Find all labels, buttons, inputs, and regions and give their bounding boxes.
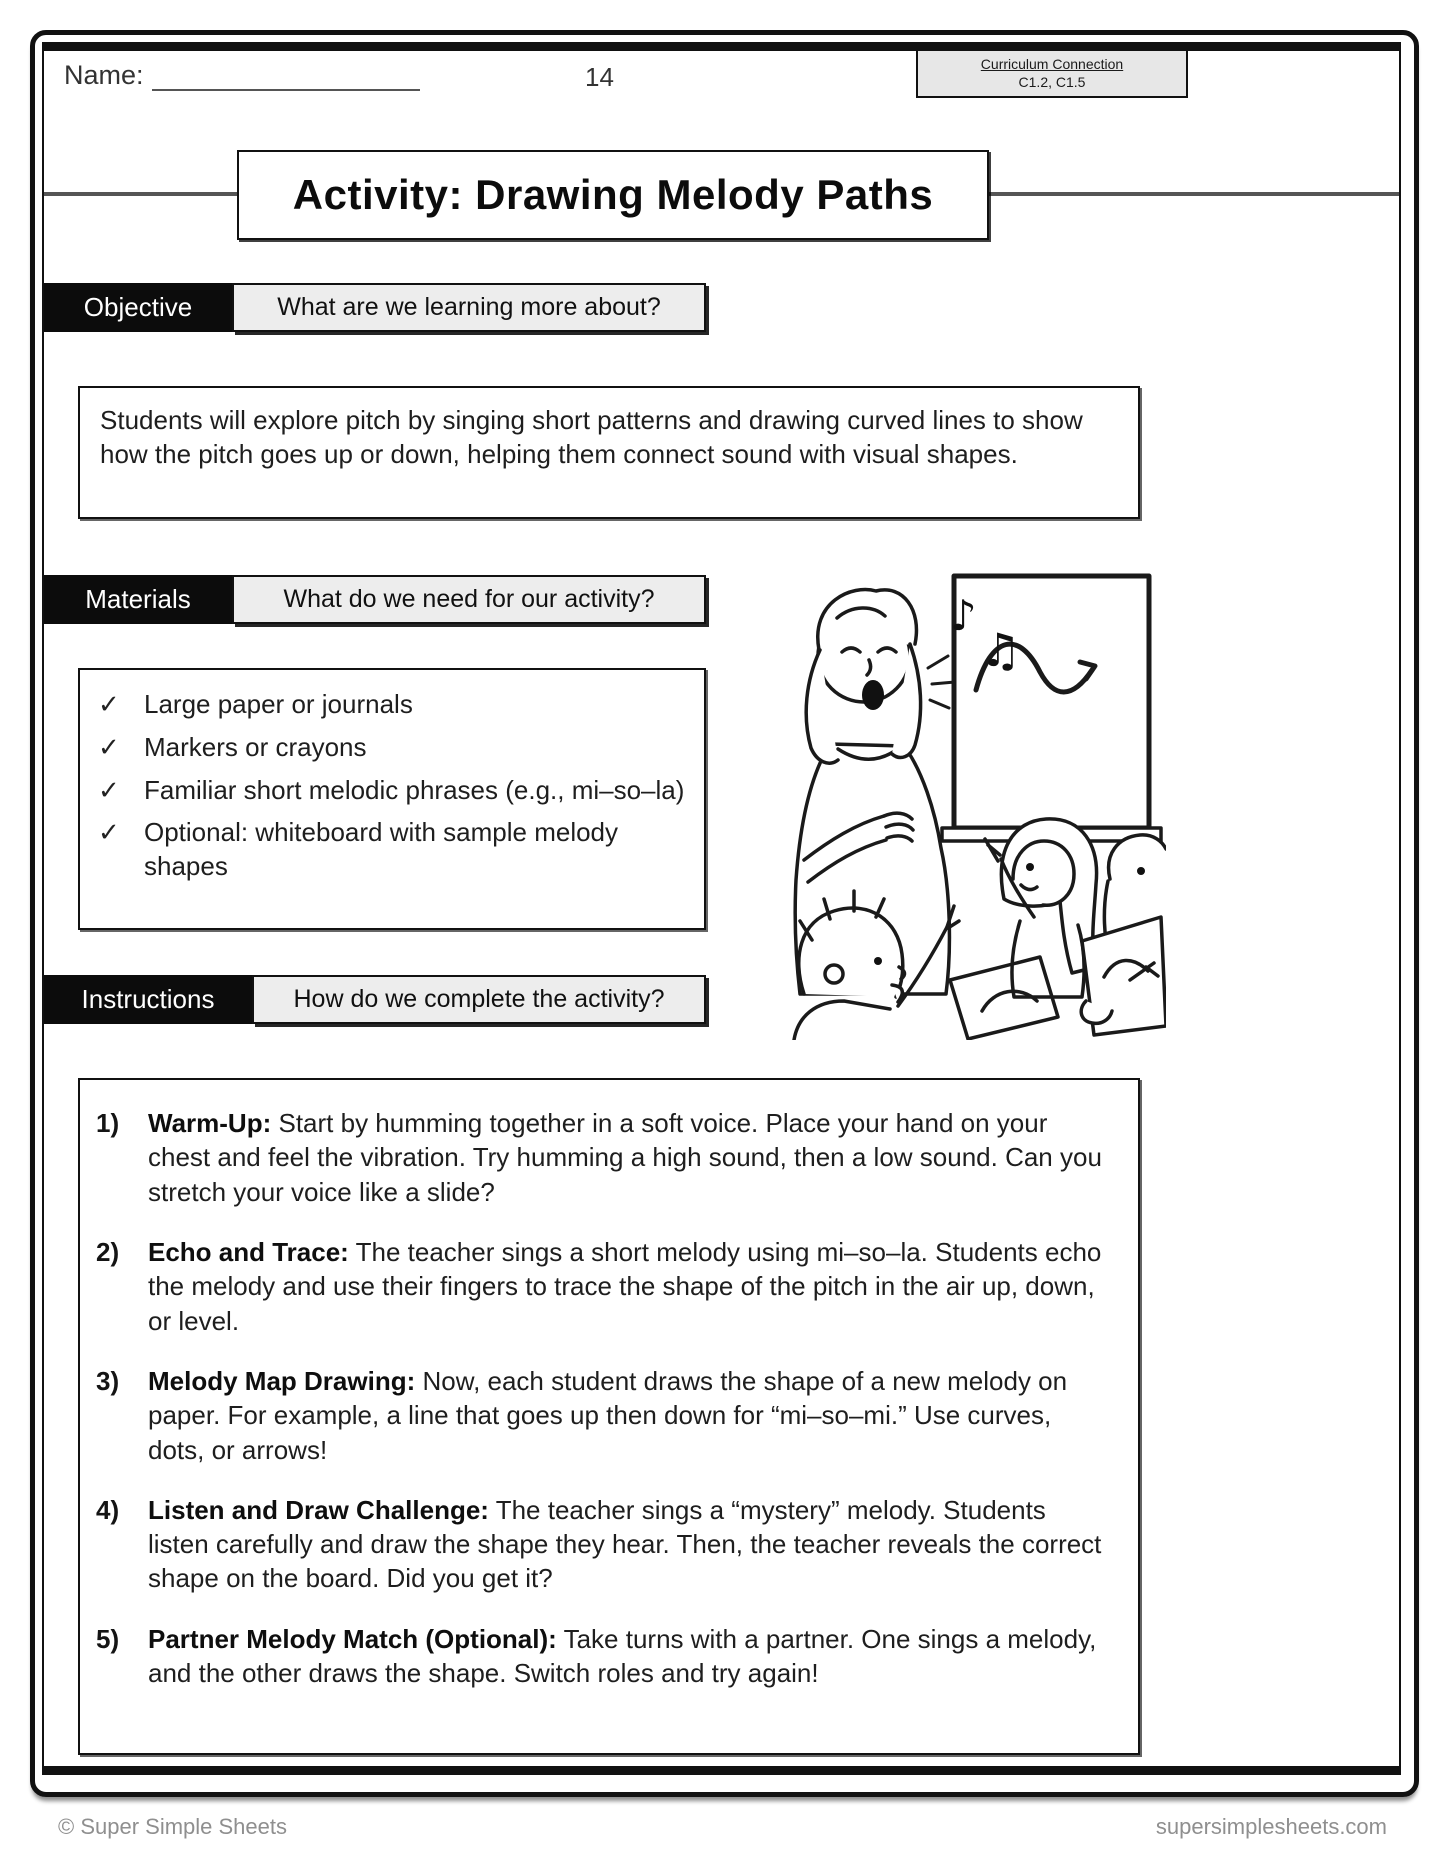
instructions-list-box [78, 1078, 1140, 1755]
materials-list-box [78, 668, 706, 930]
step-number: 4) [96, 1494, 120, 1525]
objective-section-label: Objective [44, 283, 232, 332]
material-item [98, 816, 686, 884]
instruction-step [96, 1235, 1112, 1338]
step-text: Warm-Up: Start by humming together in a soft voice. Place your hand on your chest and feel the vibration. Try humming a high sound, then a low sound. Can you stretch your voice like a slide? [148, 1108, 1102, 1207]
svg-text:♪: ♪ [950, 591, 977, 640]
objective-text-box [78, 386, 1140, 519]
instruction-step [96, 1622, 1112, 1691]
step-title: Warm-Up: [148, 1108, 272, 1138]
name-field-line[interactable] [152, 63, 420, 91]
classroom-illustration [742, 548, 1166, 1040]
step-number: 2) [96, 1236, 120, 1267]
material-item [98, 731, 686, 765]
objective-question-box: What are we learning more about? [232, 283, 706, 332]
instruction-step [96, 1364, 1112, 1467]
curriculum-title: Curriculum Connection [980, 56, 1124, 72]
page-title: Activity: Drawing Melody Paths [292, 171, 934, 218]
objective-header-row [44, 283, 706, 332]
footer-copyright: © Super Simple Sheets [58, 1814, 287, 1839]
name-label: Name: [64, 60, 144, 90]
material-text: Large paper or journals [144, 689, 413, 719]
check-icon: ✓ [98, 731, 120, 762]
objective-text: Students will explore pitch by singing short patterns and drawing curved lines to show how the pitch goes up or down, helping them connect sound with visual shapes. [100, 405, 1083, 470]
instruction-step [96, 1106, 1112, 1209]
material-text: Markers or crayons [144, 731, 367, 762]
check-icon: ✓ [98, 689, 120, 719]
instructions-question-box: How do we complete the activity? [252, 975, 706, 1024]
footer-website: supersimplesheets.com [1155, 1814, 1387, 1839]
check-icon: ✓ [98, 817, 120, 848]
instruction-step [96, 1493, 1112, 1596]
step-title: Echo and Trace: [148, 1236, 349, 1267]
material-text: Familiar short melodic phrases (e.g., mi–so–la) [144, 774, 685, 805]
materials-header-row [44, 575, 706, 624]
curriculum-codes: C1.2, C1.5 [1018, 74, 1086, 90]
page-title-box [237, 150, 989, 240]
instructions-section-label: Instructions [44, 975, 252, 1024]
materials-question-box: What do we need for our activity? [232, 575, 706, 624]
step-number: 5) [96, 1623, 120, 1654]
step-number: 3) [96, 1365, 120, 1396]
step-number: 1) [96, 1108, 120, 1138]
step-text: Partner Melody Match (Optional): Take turns with a partner. One sings a melody, and the other draws the shape. Switch roles and try again! [148, 1623, 1097, 1689]
svg-text:♫: ♫ [980, 623, 1022, 677]
materials-section-label: Materials [44, 575, 232, 624]
step-text: Melody Map Drawing: Now, each student draws the shape of a new melody on paper. For example, a line that goes up then down for “mi–so–mi.” Use curves, dots, or arrows! [148, 1365, 1068, 1465]
instructions-header-row [44, 975, 706, 1024]
material-item [98, 774, 686, 808]
step-text: Echo and Trace: The teacher sings a short melody using mi–so–la. Students echo the melody and use their fingers to trace the shape of the pitch in the air up, down, or level. [148, 1236, 1102, 1336]
voice-lines-icon [928, 656, 955, 708]
page-number: 14 [585, 62, 614, 92]
step-title: Listen and Draw Challenge: [148, 1494, 489, 1525]
step-title: Partner Melody Match (Optional): [148, 1623, 557, 1654]
step-text: Listen and Draw Challenge: The teacher sings a “mystery” melody. Students listen carefully and draw the shape they hear. Then, the teacher reveals the correct shape on the board. Did you get it? [148, 1494, 1102, 1594]
material-text: Optional: whiteboard with sample melody shapes [144, 817, 619, 882]
curriculum-connection-box [916, 51, 1188, 98]
step-title: Melody Map Drawing: [148, 1365, 416, 1396]
check-icon: ✓ [98, 774, 120, 805]
name-row [64, 60, 420, 91]
material-item [98, 688, 686, 722]
